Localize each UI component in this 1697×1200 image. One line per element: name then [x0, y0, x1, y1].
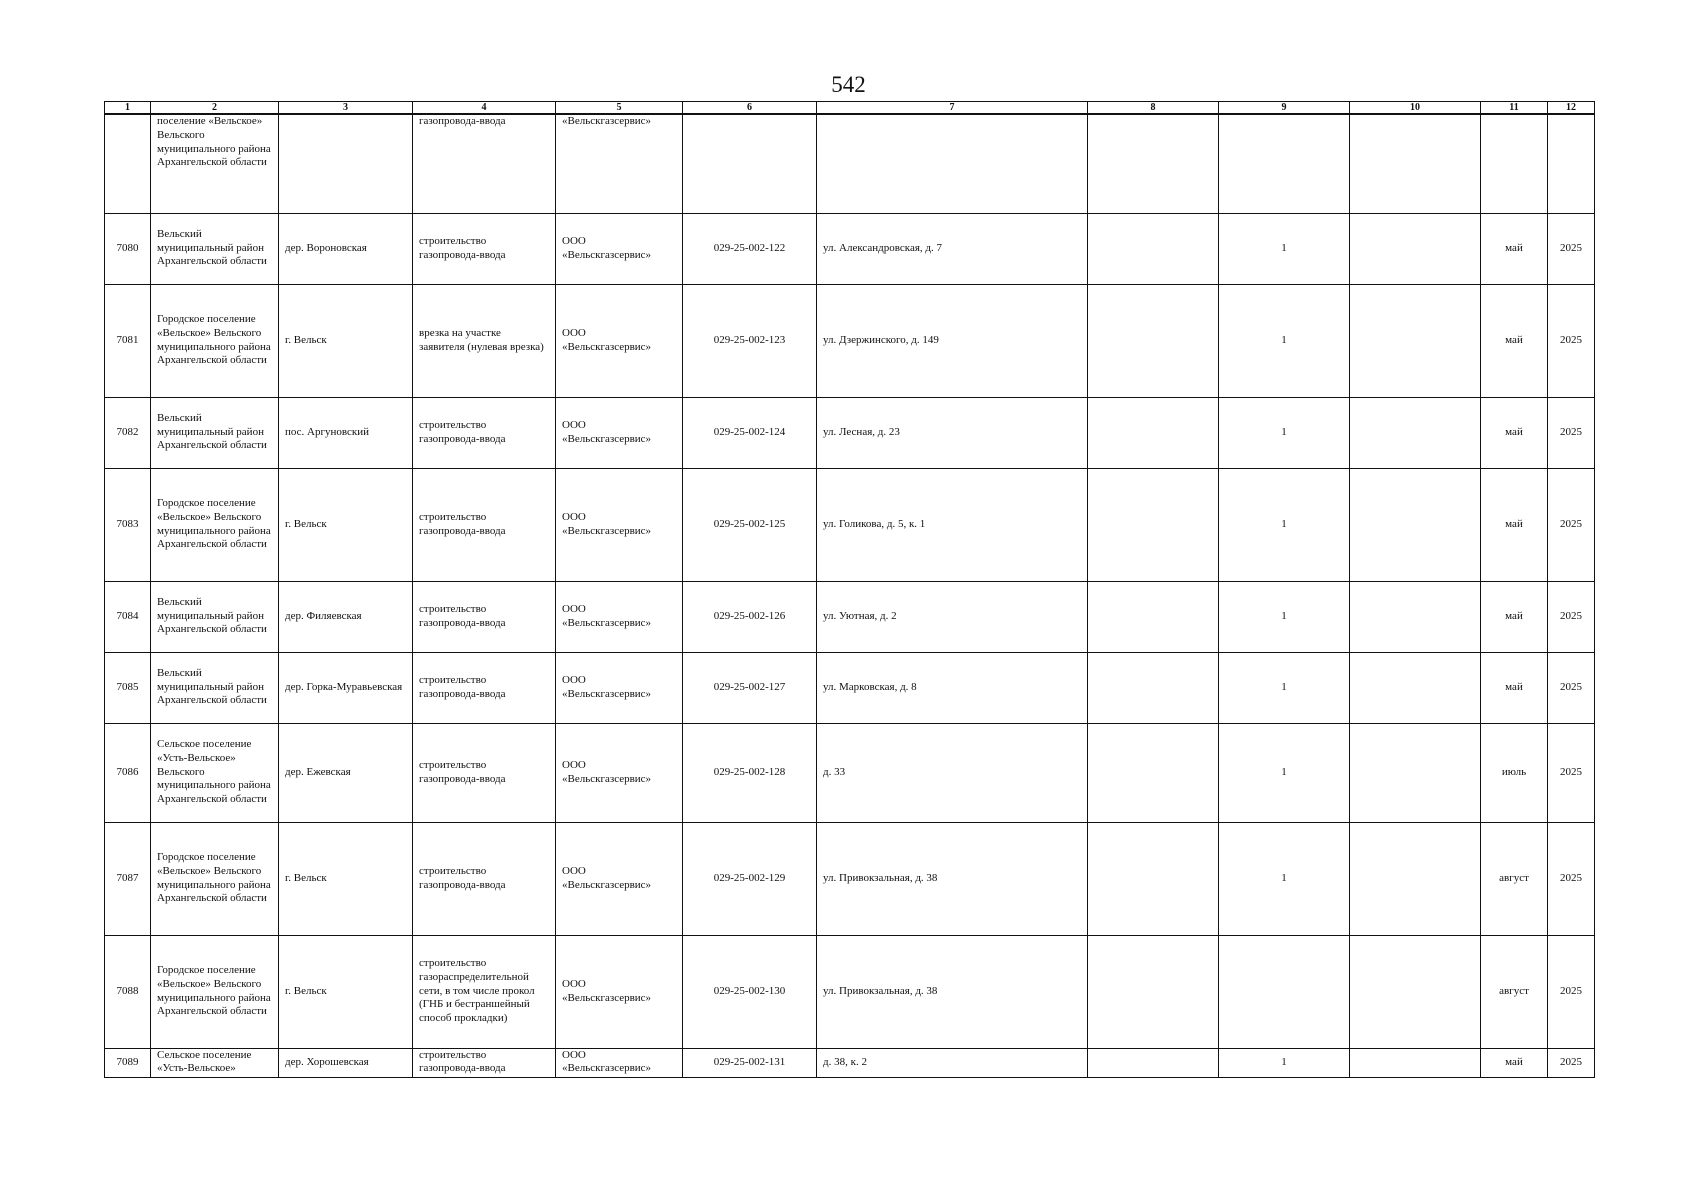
cell-org: ООО «Вельскгазсервис» [556, 581, 683, 652]
cell-year: 2025 [1548, 652, 1595, 723]
cell-code [683, 114, 817, 213]
cell-year: 2025 [1548, 581, 1595, 652]
cell-year: 2025 [1548, 397, 1595, 468]
cell-col10 [1350, 397, 1481, 468]
cell-work: строительство газопровода-ввода [413, 397, 556, 468]
cell-col8 [1088, 397, 1219, 468]
cell-month: май [1481, 397, 1548, 468]
cell-code: 029-25-002-122 [683, 213, 817, 284]
gasification-register-table [104, 101, 1595, 1078]
cell-col8 [1088, 935, 1219, 1048]
cell-year: 2025 [1548, 723, 1595, 822]
column-header: 2 [151, 102, 279, 115]
cell-work: врезка на участке заявителя (нулевая врезка) [413, 284, 556, 397]
cell-col10 [1350, 213, 1481, 284]
cell-settlement: дер. Хорошевская [279, 1048, 413, 1077]
table-row [105, 284, 1595, 397]
table-row [105, 723, 1595, 822]
cell-month: май [1481, 468, 1548, 581]
cell-year: 2025 [1548, 935, 1595, 1048]
cell-settlement: г. Вельск [279, 284, 413, 397]
cell-municipality: Сельское поселение «Усть-Вельское» Вельского муниципального района Архангельской области [151, 723, 279, 822]
cell-settlement: г. Вельск [279, 935, 413, 1048]
cell-work: строительство газораспределительной сети, в том числе прокол (ГНБ и бестраншейный способ прокладки) [413, 935, 556, 1048]
cell-work: строительство газопровода-ввода [413, 468, 556, 581]
cell-no: 7085 [105, 652, 151, 723]
table-row [105, 581, 1595, 652]
cell-address: ул. Александровская, д. 7 [817, 213, 1088, 284]
cell-municipality: Городское поселение «Вельское» Вельского муниципального района Архангельской области [151, 468, 279, 581]
table-row [105, 652, 1595, 723]
cell-col8 [1088, 581, 1219, 652]
cell-year: 2025 [1548, 284, 1595, 397]
cell-col9: 1 [1219, 284, 1350, 397]
cell-address: ул. Голикова, д. 5, к. 1 [817, 468, 1088, 581]
cell-work: строительство газопровода-ввода [413, 1048, 556, 1077]
cell-work: строительство газопровода-ввода [413, 213, 556, 284]
column-header: 6 [683, 102, 817, 115]
cell-code: 029-25-002-125 [683, 468, 817, 581]
cell-month: май [1481, 581, 1548, 652]
cell-month: май [1481, 213, 1548, 284]
cell-col10 [1350, 652, 1481, 723]
column-header: 12 [1548, 102, 1595, 115]
column-header: 7 [817, 102, 1088, 115]
cell-org: ООО «Вельскгазсервис» [556, 723, 683, 822]
cell-code: 029-25-002-124 [683, 397, 817, 468]
cell-col9: 1 [1219, 397, 1350, 468]
cell-col9: 1 [1219, 652, 1350, 723]
column-header: 10 [1350, 102, 1481, 115]
cell-municipality: Вельский муниципальный район Архангельской области [151, 581, 279, 652]
table-row [105, 468, 1595, 581]
cell-no: 7082 [105, 397, 151, 468]
table-row [105, 822, 1595, 935]
cell-col8 [1088, 468, 1219, 581]
cell-address: ул. Лесная, д. 23 [817, 397, 1088, 468]
cell-col8 [1088, 114, 1219, 213]
cell-address: ул. Привокзальная, д. 38 [817, 822, 1088, 935]
cell-code: 029-25-002-130 [683, 935, 817, 1048]
cell-no [105, 114, 151, 213]
cell-address: ул. Марковская, д. 8 [817, 652, 1088, 723]
cell-col10 [1350, 284, 1481, 397]
cell-settlement: г. Вельск [279, 822, 413, 935]
cell-municipality: Городское поселение «Вельское» Вельского муниципального района Архангельской области [151, 822, 279, 935]
cell-settlement [279, 114, 413, 213]
column-header: 3 [279, 102, 413, 115]
cell-col9: 1 [1219, 581, 1350, 652]
table-row [105, 213, 1595, 284]
cell-code: 029-25-002-131 [683, 1048, 817, 1077]
cell-settlement: дер. Филяевская [279, 581, 413, 652]
cell-col10 [1350, 114, 1481, 213]
cell-no: 7087 [105, 822, 151, 935]
cell-settlement: дер. Ежевская [279, 723, 413, 822]
cell-work: строительство газопровода-ввода [413, 652, 556, 723]
cell-org: ООО «Вельскгазсервис» [556, 822, 683, 935]
cell-org: «Вельскгазсервис» [556, 114, 683, 213]
cell-municipality: Городское поселение «Вельское» Вельского муниципального района Архангельской области [151, 935, 279, 1048]
cell-address: ул. Уютная, д. 2 [817, 581, 1088, 652]
cell-code: 029-25-002-123 [683, 284, 817, 397]
table-row [105, 1048, 1595, 1077]
cell-year: 2025 [1548, 468, 1595, 581]
continuation-row [105, 114, 1595, 213]
column-header: 5 [556, 102, 683, 115]
cell-col9: 1 [1219, 822, 1350, 935]
cell-work: строительство газопровода-ввода [413, 723, 556, 822]
column-header: 9 [1219, 102, 1350, 115]
cell-code: 029-25-002-127 [683, 652, 817, 723]
cell-year: 2025 [1548, 1048, 1595, 1077]
cell-org: ООО «Вельскгазсервис» [556, 397, 683, 468]
cell-address: ул. Привокзальная, д. 38 [817, 935, 1088, 1048]
cell-org: ООО «Вельскгазсервис» [556, 1048, 683, 1077]
cell-month [1481, 114, 1548, 213]
cell-col9: 1 [1219, 213, 1350, 284]
cell-col8 [1088, 213, 1219, 284]
column-header: 11 [1481, 102, 1548, 115]
cell-month: июль [1481, 723, 1548, 822]
cell-municipality: Вельский муниципальный район Архангельской области [151, 397, 279, 468]
column-header: 1 [105, 102, 151, 115]
cell-col10 [1350, 1048, 1481, 1077]
cell-month: май [1481, 652, 1548, 723]
cell-address: д. 38, к. 2 [817, 1048, 1088, 1077]
cell-municipality: Вельский муниципальный район Архангельской области [151, 652, 279, 723]
cell-work: строительство газопровода-ввода [413, 581, 556, 652]
cell-org: ООО «Вельскгазсервис» [556, 468, 683, 581]
cell-address: ул. Дзержинского, д. 149 [817, 284, 1088, 397]
table-row [105, 397, 1595, 468]
cell-col8 [1088, 652, 1219, 723]
cell-col8 [1088, 284, 1219, 397]
cell-no: 7080 [105, 213, 151, 284]
cell-col9: 1 [1219, 468, 1350, 581]
cell-col8 [1088, 723, 1219, 822]
cell-no: 7088 [105, 935, 151, 1048]
cell-address: д. 33 [817, 723, 1088, 822]
cell-col10 [1350, 935, 1481, 1048]
cell-municipality: Сельское поселение «Усть-Вельское» [151, 1048, 279, 1077]
cell-year: 2025 [1548, 822, 1595, 935]
cell-col9 [1219, 935, 1350, 1048]
cell-no: 7089 [105, 1048, 151, 1077]
cell-month: август [1481, 822, 1548, 935]
cell-col10 [1350, 723, 1481, 822]
cell-municipality: Вельский муниципальный район Архангельской области [151, 213, 279, 284]
cell-month: август [1481, 935, 1548, 1048]
cell-col8 [1088, 822, 1219, 935]
cell-col9: 1 [1219, 1048, 1350, 1077]
cell-settlement: г. Вельск [279, 468, 413, 581]
cell-org: ООО «Вельскгазсервис» [556, 213, 683, 284]
cell-settlement: дер. Вороновская [279, 213, 413, 284]
column-header: 8 [1088, 102, 1219, 115]
cell-no: 7086 [105, 723, 151, 822]
cell-no: 7083 [105, 468, 151, 581]
column-header: 4 [413, 102, 556, 115]
cell-no: 7084 [105, 581, 151, 652]
cell-col10 [1350, 468, 1481, 581]
cell-col10 [1350, 822, 1481, 935]
cell-code: 029-25-002-129 [683, 822, 817, 935]
cell-month: май [1481, 1048, 1548, 1077]
cell-org: ООО «Вельскгазсервис» [556, 935, 683, 1048]
cell-org: ООО «Вельскгазсервис» [556, 652, 683, 723]
cell-settlement: дер. Горка-Муравьевская [279, 652, 413, 723]
column-number-header-row [105, 102, 1595, 115]
cell-code: 029-25-002-126 [683, 581, 817, 652]
cell-address [817, 114, 1088, 213]
cell-col9: 1 [1219, 723, 1350, 822]
cell-no: 7081 [105, 284, 151, 397]
cell-work: газопровода-ввода [413, 114, 556, 213]
cell-year [1548, 114, 1595, 213]
cell-col10 [1350, 581, 1481, 652]
page-number: 542 [831, 72, 866, 97]
cell-work: строительство газопровода-ввода [413, 822, 556, 935]
table-row [105, 935, 1595, 1048]
cell-org: ООО «Вельскгазсервис» [556, 284, 683, 397]
cell-municipality: поселение «Вельское» Вельского муниципального района Архангельской области [151, 114, 279, 213]
cell-code: 029-25-002-128 [683, 723, 817, 822]
cell-col9 [1219, 114, 1350, 213]
cell-month: май [1481, 284, 1548, 397]
cell-year: 2025 [1548, 213, 1595, 284]
cell-settlement: пос. Аргуновский [279, 397, 413, 468]
cell-col8 [1088, 1048, 1219, 1077]
cell-municipality: Городское поселение «Вельское» Вельского муниципального района Архангельской области [151, 284, 279, 397]
